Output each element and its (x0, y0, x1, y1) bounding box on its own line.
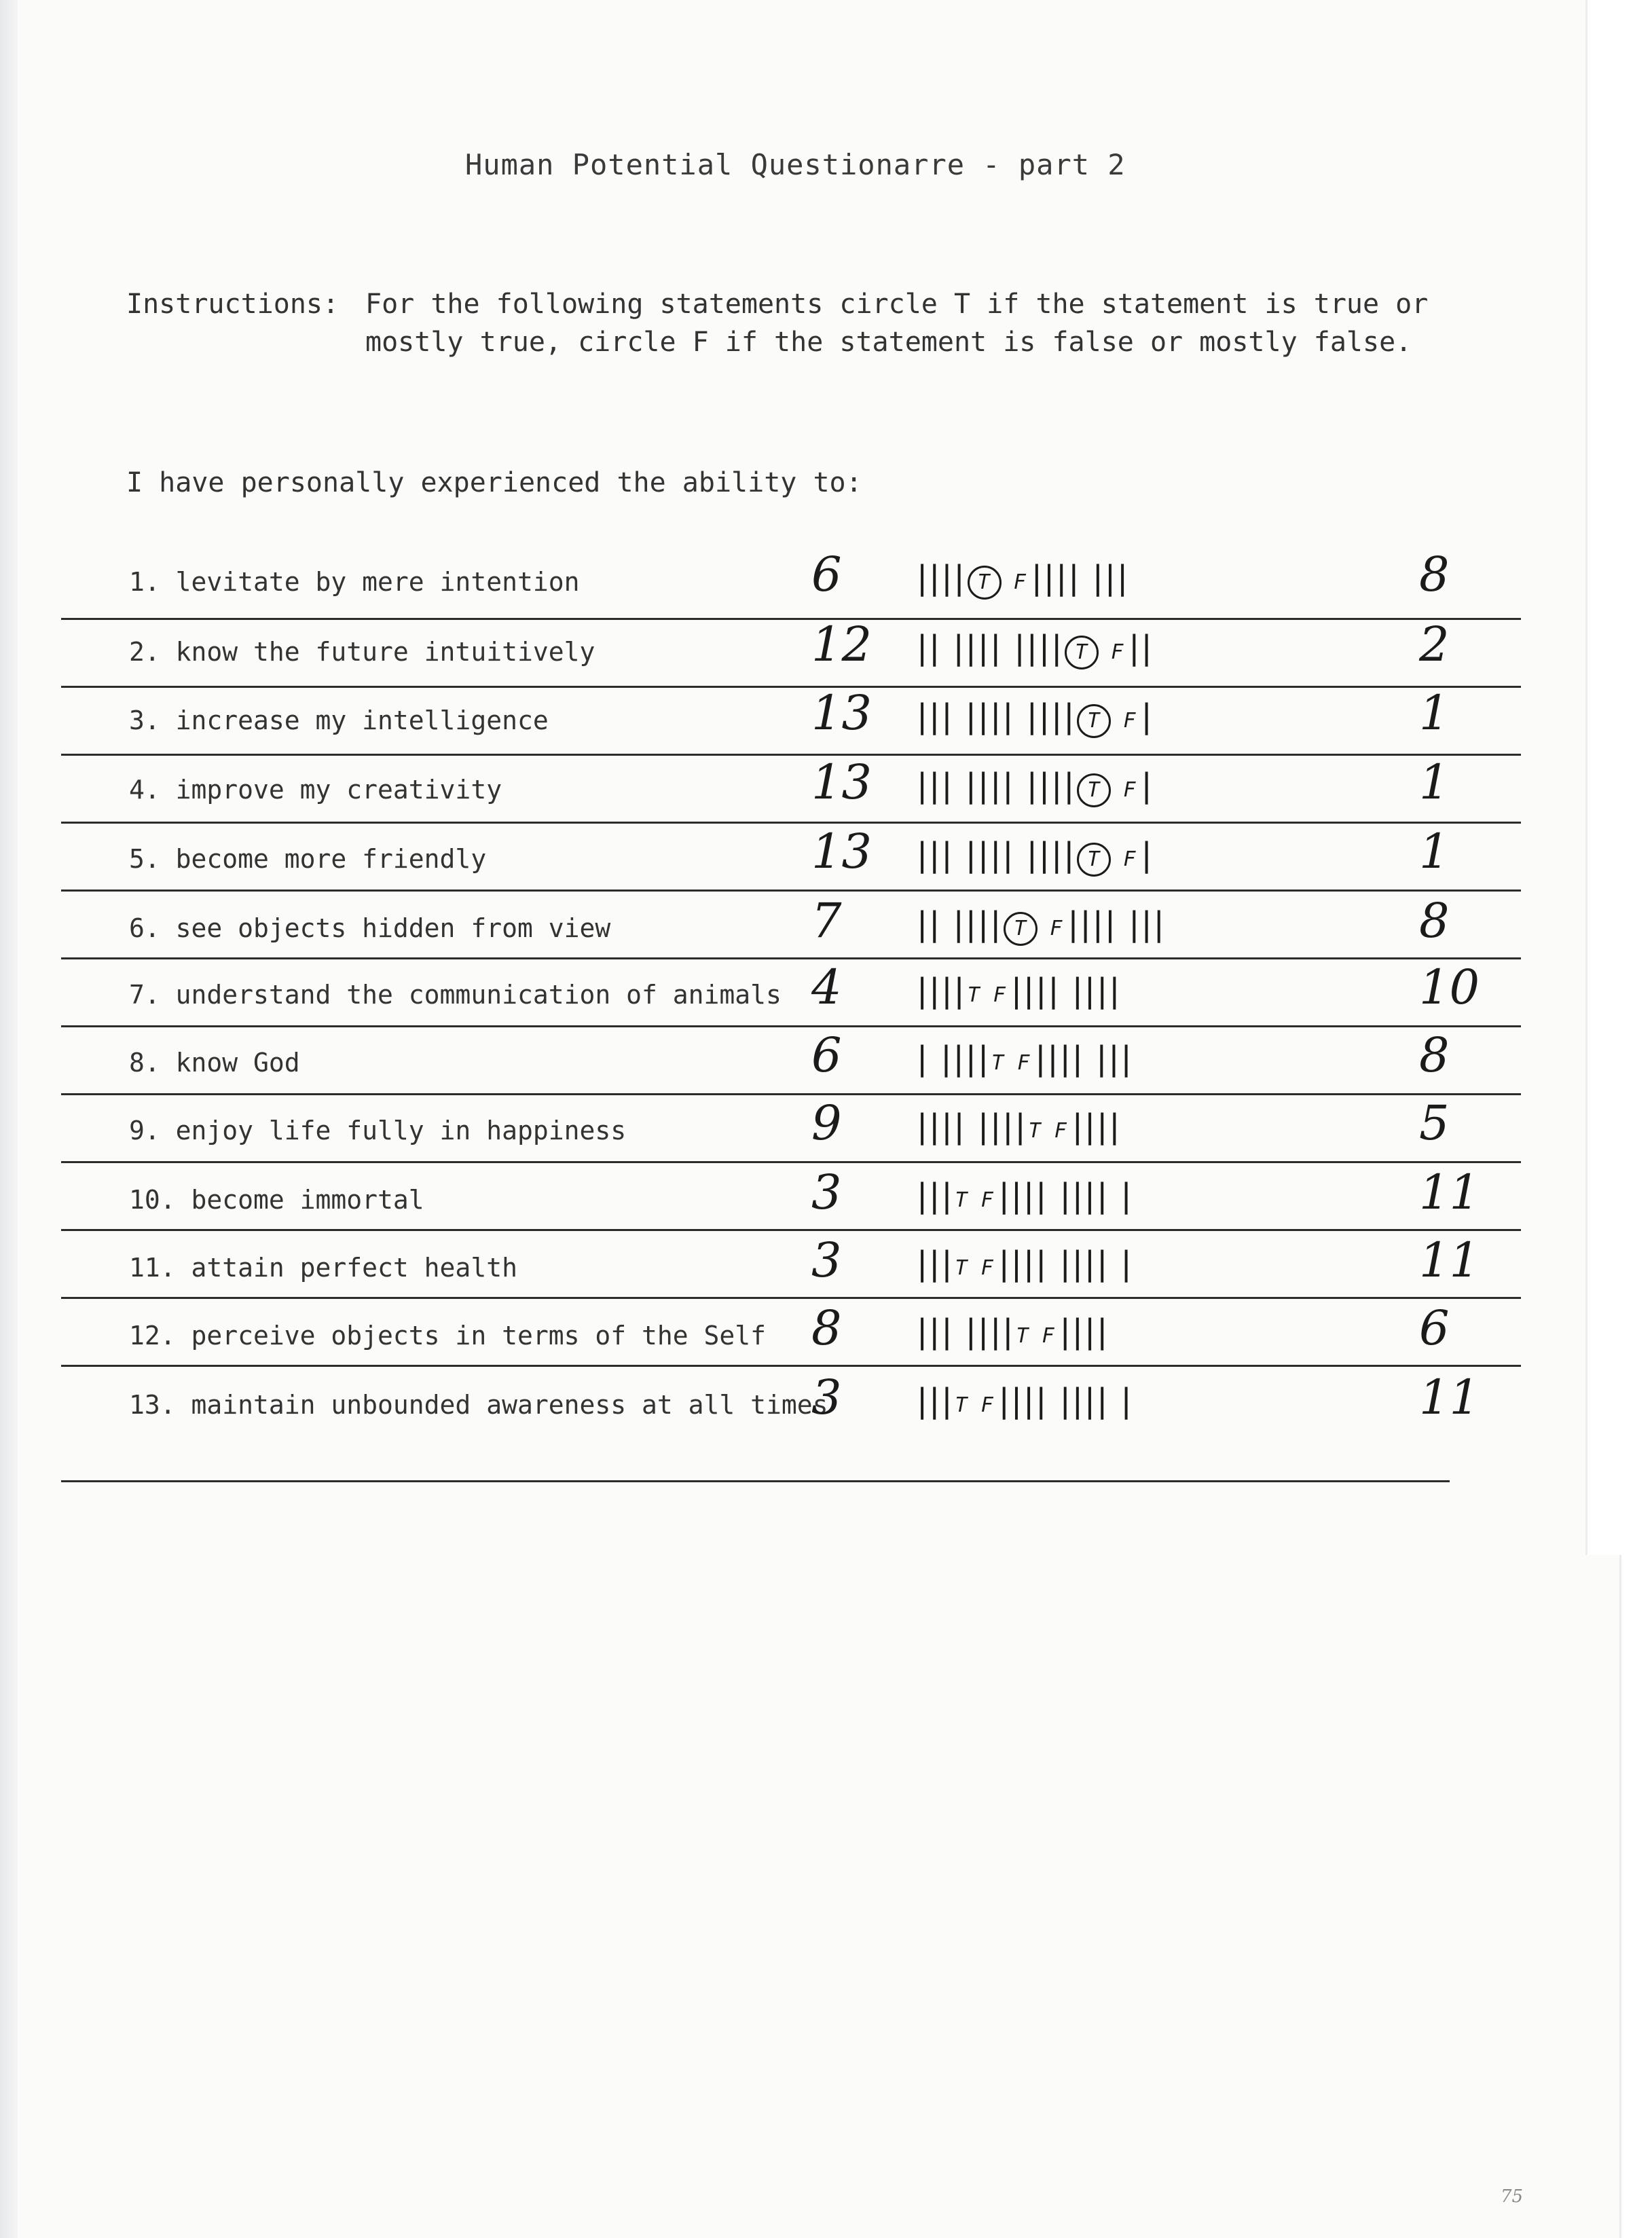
row-divider-line (61, 1025, 1521, 1027)
instructions-text: For the following statements circle T if the statement is true or mostly true, circle F if the statement is false or mostly false. (365, 289, 1429, 358)
row-divider-line (61, 957, 1521, 959)
statement-text: 2. know the future intuitively (129, 637, 595, 667)
tally-true: |||| (917, 559, 966, 597)
f-mark: F (980, 1256, 995, 1280)
tally-false: |||| ||| (1031, 559, 1130, 597)
statement-text: 7. understand the communication of animals (129, 980, 782, 1010)
f-mark: F (1111, 640, 1125, 664)
f-mark: F (1054, 1119, 1068, 1143)
false-count: 11 (1419, 1232, 1480, 1288)
false-count: 1 (1419, 824, 1450, 879)
statement-text: 3. increase my intelligence (129, 705, 549, 735)
tally-marks (917, 1107, 1270, 1145)
row-divider-line (61, 1480, 1450, 1482)
true-count: 3 (811, 1232, 842, 1288)
statement-text: 5. become more friendly (129, 844, 487, 874)
tally-marks (917, 905, 1270, 946)
false-count: 8 (1419, 547, 1450, 602)
f-mark: F (1017, 1051, 1031, 1075)
tally-true: ||| |||| |||| (917, 836, 1076, 874)
false-count: 1 (1419, 754, 1450, 810)
tally-true: |||| (917, 972, 966, 1010)
true-count: 3 (811, 1164, 842, 1220)
true-count: 13 (811, 754, 873, 810)
tally-true: || |||| (917, 905, 1003, 943)
true-count: 4 (811, 959, 842, 1015)
true-count: 9 (811, 1095, 842, 1151)
tally-true: ||| |||| (917, 1313, 1015, 1351)
tally-true: ||| (917, 1382, 954, 1420)
tally-false: | (1141, 836, 1154, 874)
false-count: 11 (1419, 1370, 1480, 1425)
f-mark: F (1123, 847, 1137, 871)
row-divider-line (61, 1297, 1521, 1299)
false-count: 10 (1419, 959, 1480, 1015)
row-divider-line (61, 754, 1521, 756)
true-count: 6 (811, 547, 842, 602)
true-count: 13 (811, 824, 873, 879)
false-count: 8 (1419, 1027, 1450, 1083)
row-divider-line (61, 889, 1521, 892)
statement-text: 9. enjoy life fully in happiness (129, 1116, 627, 1145)
statement-text: 1. levitate by mere intention (129, 567, 580, 597)
statement-text: 13. maintain unbounded awareness at all times (129, 1390, 828, 1420)
tally-true: ||| |||| |||| (917, 697, 1076, 735)
tally-marks (917, 559, 1270, 600)
row-divider-line (61, 1093, 1521, 1095)
f-mark: F (1123, 778, 1137, 802)
statement-text: 4. improve my creativity (129, 775, 502, 805)
f-mark: F (1123, 709, 1137, 733)
tally-false: |||| |||| (1010, 972, 1122, 1010)
tally-false: |||| |||| | (998, 1245, 1133, 1283)
t-mark: T (1016, 1324, 1030, 1348)
false-count: 1 (1419, 685, 1450, 741)
circled-t-mark: T (1077, 773, 1111, 807)
t-mark: T (955, 1256, 969, 1280)
tally-marks (917, 1245, 1270, 1283)
tally-false: |||| |||| | (998, 1382, 1133, 1420)
false-count: 8 (1419, 893, 1450, 949)
statement-text: 10. become immortal (129, 1185, 424, 1215)
statement-text: 11. attain perfect health (129, 1253, 517, 1283)
t-mark: T (955, 1188, 969, 1212)
tally-true: ||| (917, 1245, 954, 1283)
tally-false: |||| ||| (1067, 905, 1166, 943)
tally-marks (917, 972, 1270, 1010)
circled-t-mark: T (968, 566, 1002, 600)
tally-false: |||| ||| (1035, 1040, 1133, 1078)
false-count: 11 (1419, 1164, 1480, 1220)
tally-marks (917, 1177, 1270, 1215)
tally-marks (917, 836, 1270, 877)
true-count: 3 (811, 1370, 842, 1425)
tally-false: |||| (1059, 1313, 1109, 1351)
tally-true: | |||| (917, 1040, 991, 1078)
row-divider-line (61, 686, 1521, 688)
circled-t-mark: T (1077, 843, 1111, 877)
tally-false: | (1141, 767, 1154, 805)
t-mark: T (1028, 1119, 1042, 1143)
t-mark: T (955, 1393, 969, 1417)
row-divider-line (61, 618, 1521, 620)
tally-true: ||| |||| |||| (917, 767, 1076, 805)
f-mark: F (980, 1188, 995, 1212)
tally-marks (917, 629, 1270, 669)
true-count: 7 (811, 893, 842, 949)
tally-true: ||| (917, 1177, 954, 1215)
tally-true: |||| |||| (917, 1107, 1027, 1145)
tally-true: || |||| |||| (917, 629, 1064, 667)
false-count: 6 (1419, 1300, 1450, 1356)
statement-text: 12. perceive objects in terms of the Self (129, 1321, 766, 1351)
f-mark: F (980, 1393, 995, 1417)
circled-t-mark: T (1077, 704, 1111, 738)
f-mark: F (993, 983, 1007, 1007)
true-count: 13 (811, 685, 873, 741)
page-title: Human Potential Questionarre - part 2 (465, 148, 1126, 181)
row-divider-line (61, 1365, 1521, 1367)
statement-text: 8. know God (129, 1048, 300, 1078)
tally-marks (917, 767, 1270, 807)
f-mark: F (1050, 917, 1064, 940)
false-count: 2 (1419, 617, 1450, 672)
circled-t-mark: T (1065, 636, 1099, 669)
false-count: 5 (1419, 1095, 1450, 1151)
statement-text: 6. see objects hidden from view (129, 913, 611, 943)
page-number: 75 (1501, 2186, 1524, 2207)
tally-false: |||| |||| | (998, 1177, 1133, 1215)
f-mark: F (1042, 1324, 1056, 1348)
instructions-label: Instructions: (126, 289, 339, 320)
true-count: 8 (811, 1300, 842, 1356)
tally-marks (917, 697, 1270, 738)
row-divider-line (61, 1161, 1521, 1163)
true-count: 6 (811, 1027, 842, 1083)
tally-marks (917, 1382, 1270, 1420)
tally-marks (917, 1313, 1270, 1351)
tally-marks (917, 1040, 1270, 1078)
tally-false: |||| (1071, 1107, 1122, 1145)
t-mark: T (967, 983, 981, 1007)
f-mark: F (1013, 570, 1027, 594)
questionnaire-intro: I have personally experienced the ability to: (126, 467, 862, 498)
t-mark: T (991, 1051, 1006, 1075)
circled-t-mark: T (1004, 912, 1038, 946)
row-divider-line (61, 1229, 1521, 1231)
tally-false: || (1128, 629, 1154, 667)
row-divider-line (61, 822, 1521, 824)
true-count: 12 (811, 617, 873, 672)
tally-false: | (1141, 697, 1154, 735)
